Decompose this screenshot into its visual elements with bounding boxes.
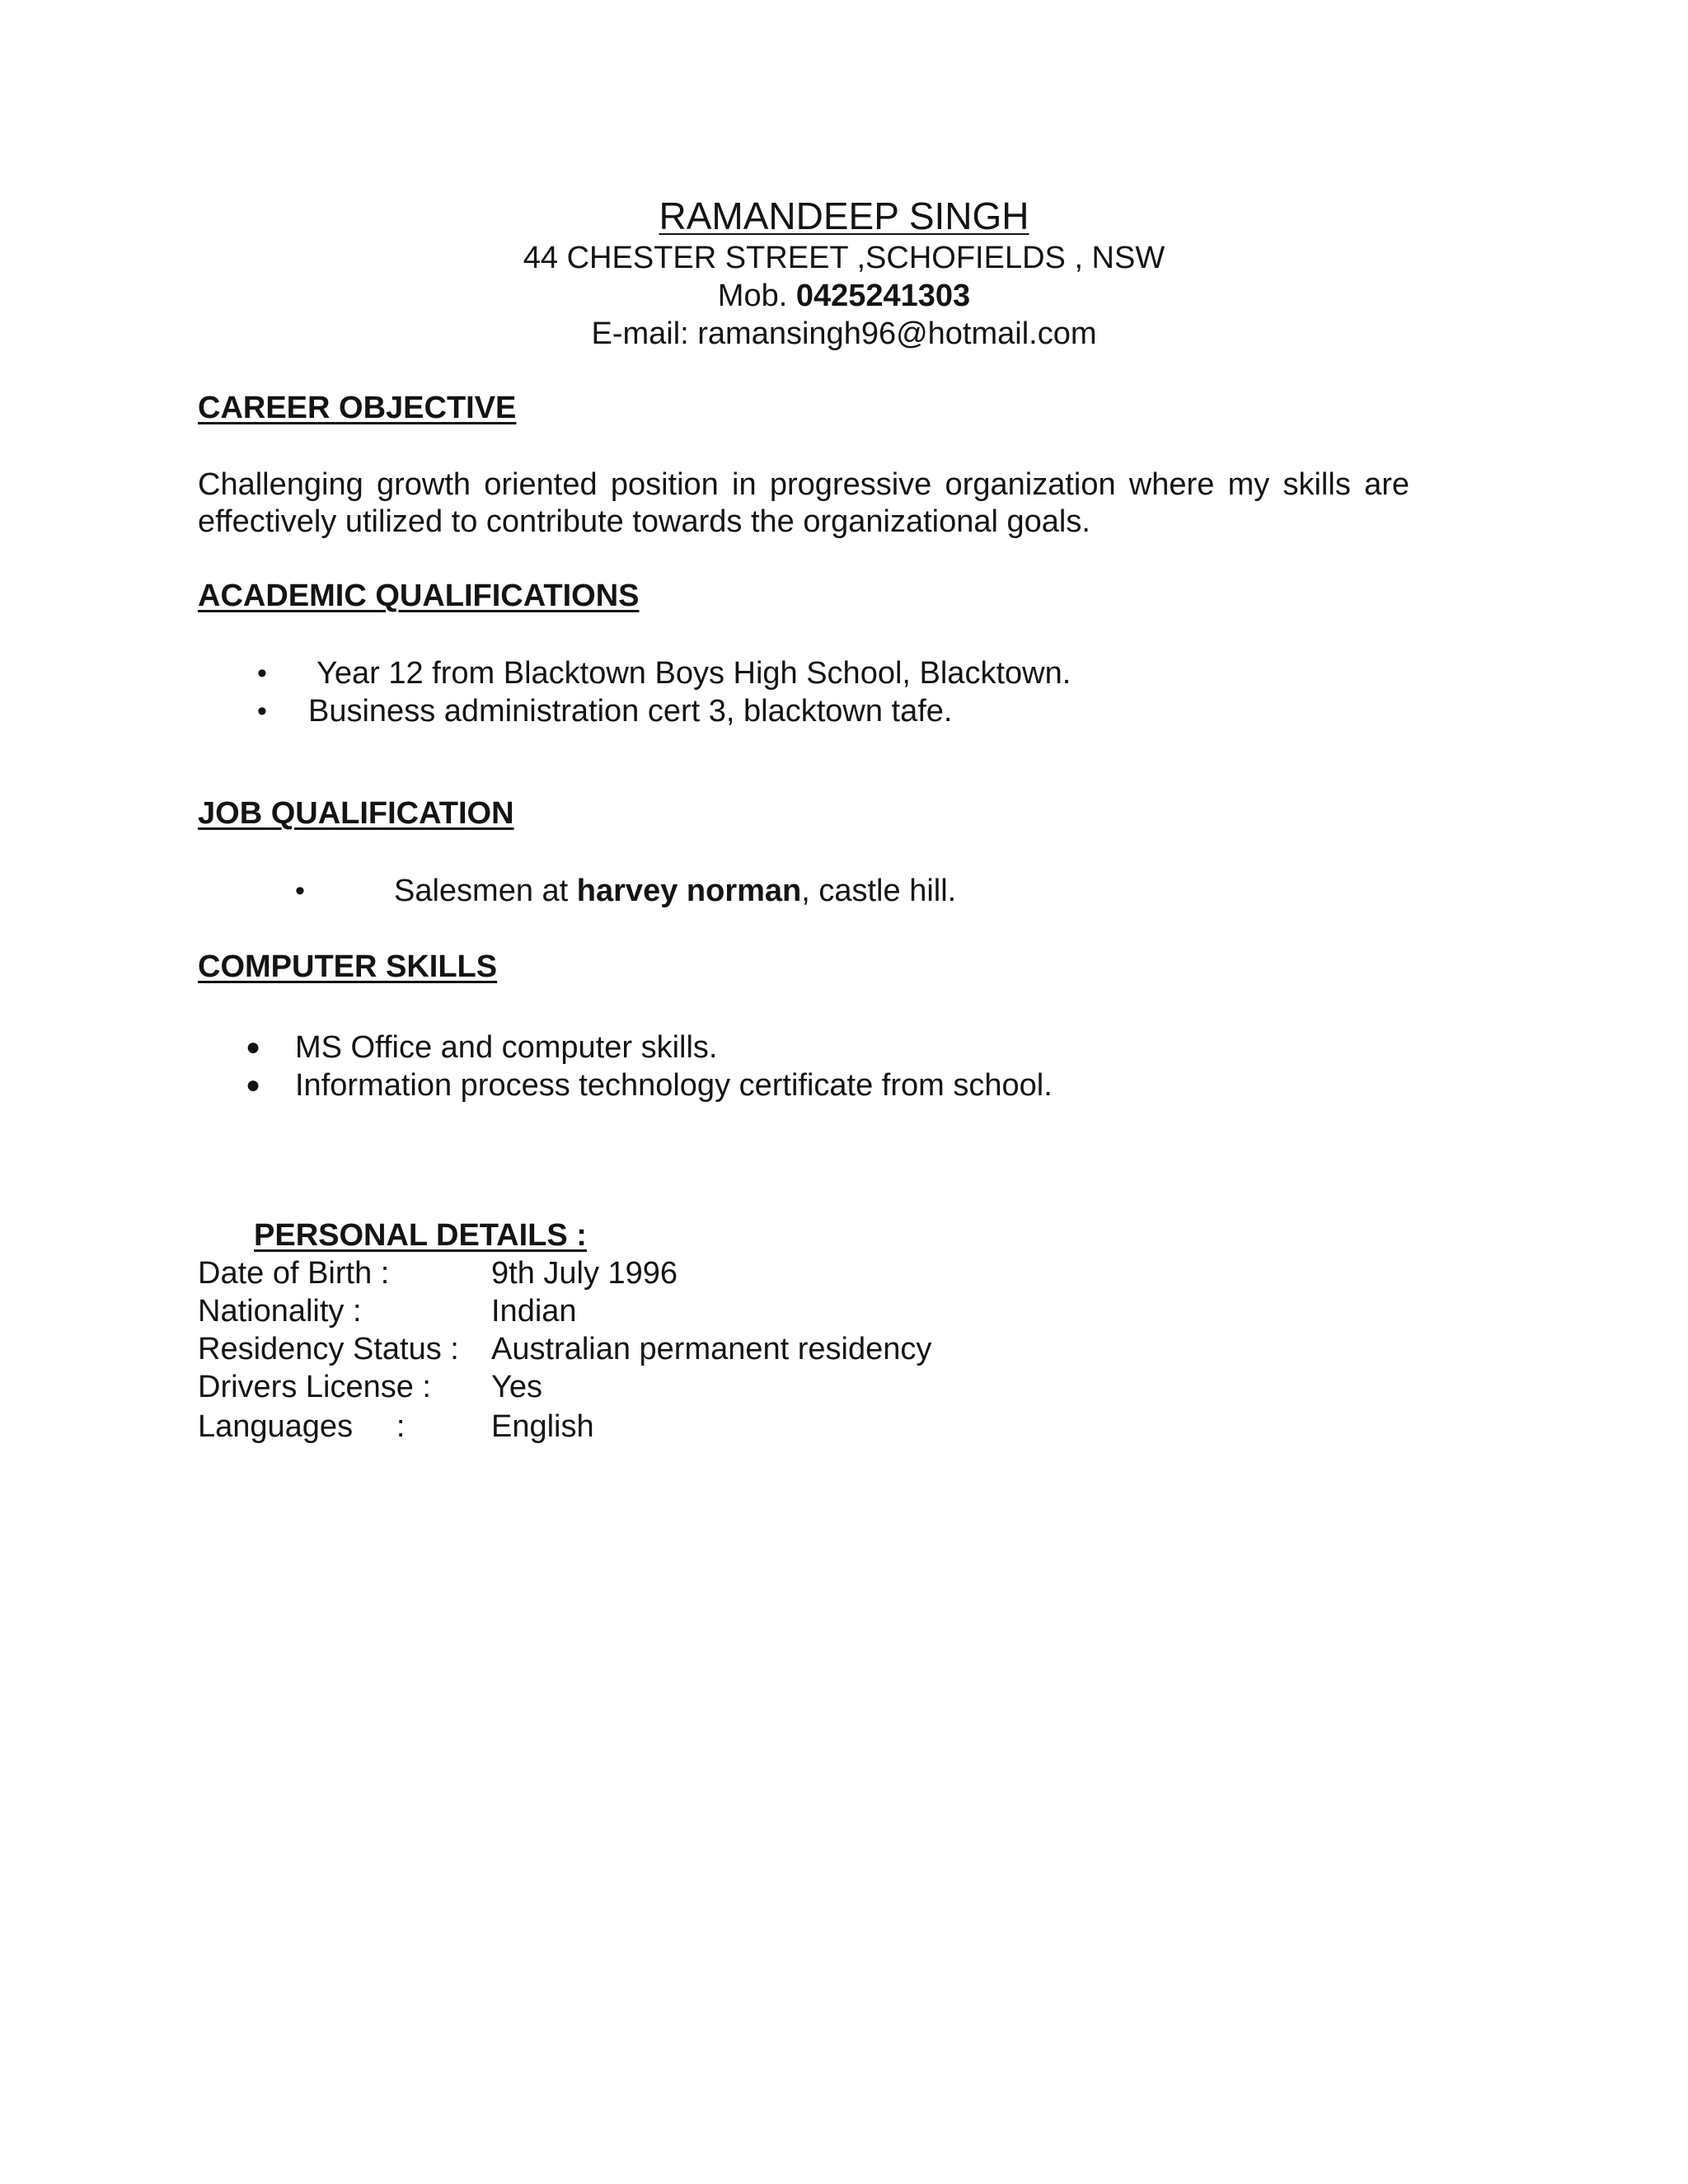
academic-qualifications-heading: ACADEMIC QUALIFICATIONS <box>198 579 640 613</box>
academic-item: Business administration cert 3, blacktown tafe. <box>308 694 953 729</box>
dob-value: 9th July 1996 <box>491 1256 678 1291</box>
languages-label: Languages : <box>198 1409 406 1444</box>
academic-bullet: • <box>257 696 267 727</box>
nationality-label: Nationality : <box>198 1294 362 1329</box>
job-item-suffix: , castle hill. <box>801 874 957 908</box>
mobile-line <box>0 277 1688 315</box>
mobile-number: 0425241303 <box>795 279 971 313</box>
candidate-name: RAMANDEEP SINGH <box>659 194 1029 237</box>
languages-value: English <box>491 1409 594 1444</box>
skills-bullet: ● <box>246 1071 261 1099</box>
career-objective-text <box>198 466 1409 541</box>
residency-label: Residency Status : <box>198 1332 459 1366</box>
personal-details-heading: PERSONAL DETAILS : <box>254 1218 587 1253</box>
license-label: Drivers License : <box>198 1370 431 1404</box>
skills-bullet: ● <box>246 1033 261 1061</box>
email-line: E-mail: ramansingh96@hotmail.com <box>591 316 1097 351</box>
academic-bullet: • <box>257 658 267 689</box>
academic-item: Year 12 from Blacktown Boys High School, Blacktown. <box>316 656 1071 691</box>
job-item-prefix: Salesmen at <box>394 874 569 908</box>
computer-skills-heading: COMPUTER SKILLS <box>198 949 498 984</box>
address-line: 44 CHESTER STREET ,SCHOFIELDS , NSW <box>523 241 1165 275</box>
mobile-label: Mob. <box>717 279 788 313</box>
job-bullet: • <box>295 875 305 907</box>
dob-label: Date of Birth : <box>198 1256 390 1291</box>
career-objective-line-2: effectively utilized to contribute towards the organizational goals. <box>198 504 1090 539</box>
job-item-employer: harvey norman <box>576 874 802 908</box>
skills-item: MS Office and computer skills. <box>295 1030 718 1065</box>
nationality-value: Indian <box>491 1294 577 1329</box>
career-objective-heading: CAREER OBJECTIVE <box>198 391 517 425</box>
license-value: Yes <box>491 1370 542 1404</box>
career-objective-line-1: Challenging growth oriented position in progressive organization where my skills are <box>198 467 1409 502</box>
residency-value: Australian permanent residency <box>491 1332 932 1366</box>
skills-item: Information process technology certificate from school. <box>295 1068 1053 1103</box>
job-qualification-heading: JOB QUALIFICATION <box>198 796 514 831</box>
job-item <box>394 872 956 910</box>
